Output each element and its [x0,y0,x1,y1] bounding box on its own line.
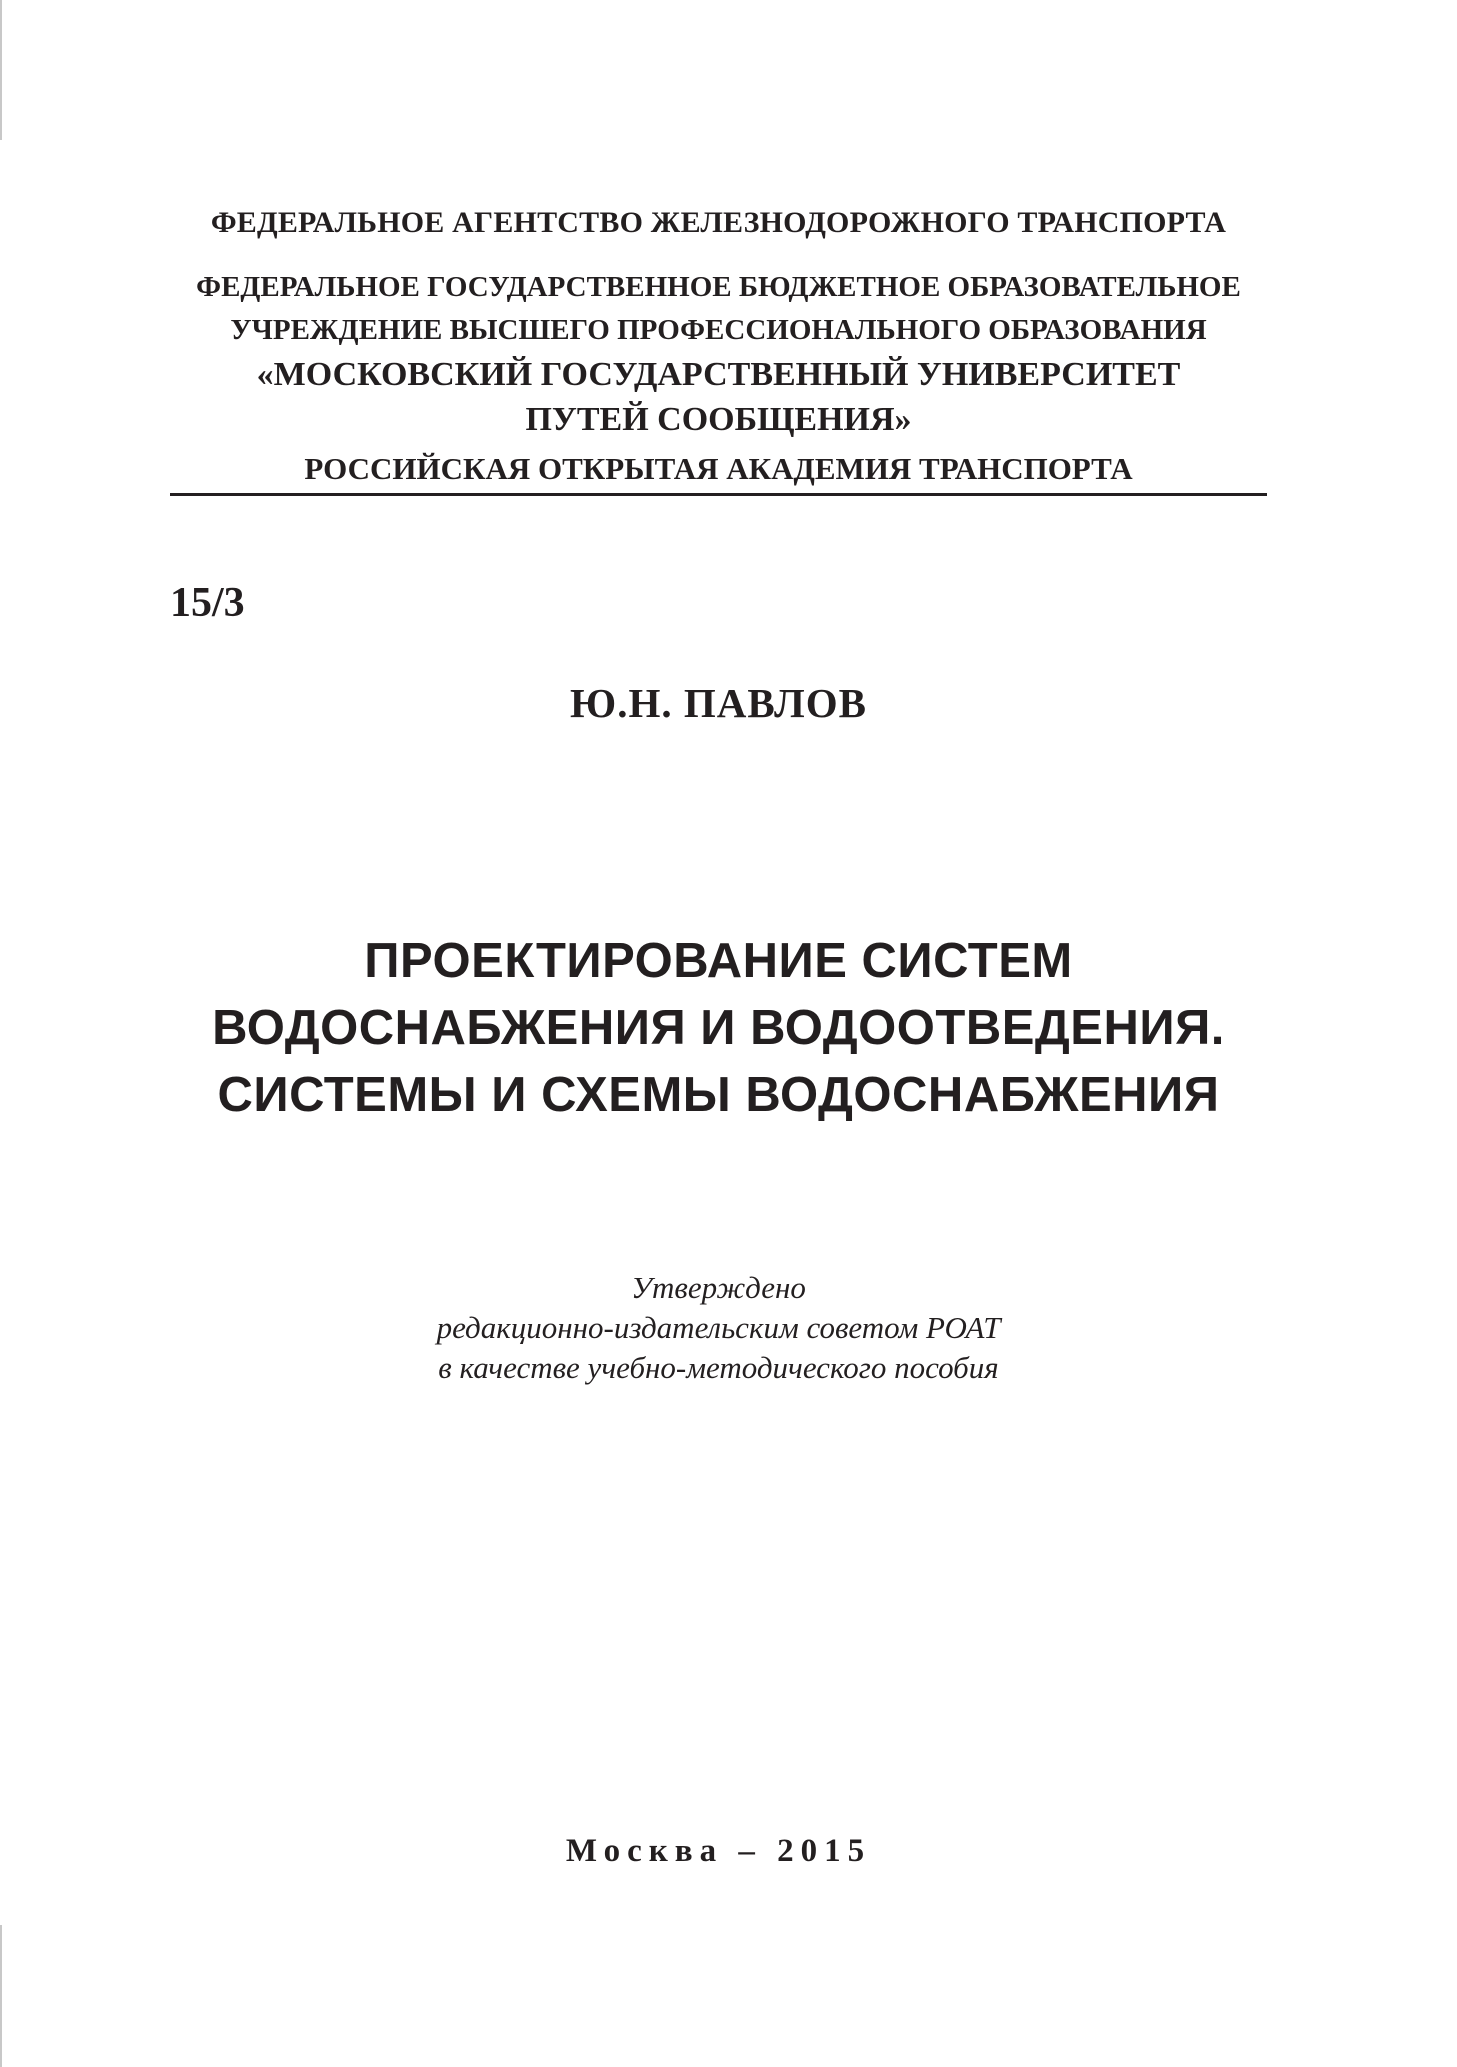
publisher-header [170,200,1267,492]
university-line-1: «МОСКОВСКИЙ ГОСУДАРСТВЕННЫЙ УНИВЕРСИТЕТ [256,356,1181,393]
institution-line-2: УЧРЕЖДЕНИЕ ВЫСШЕГО ПРОФЕССИОНАЛЬНОГО ОБРАЗОВАНИЯ [230,314,1207,346]
publication-code: 15/3 [170,580,245,626]
academy-name: РОССИЙСКАЯ ОТКРЫТАЯ АКАДЕМИЯ ТРАНСПОРТА [304,451,1133,486]
institution-line-1: ФЕДЕРАЛЬНОЕ ГОСУДАРСТВЕННОЕ БЮДЖЕТНОЕ ОБРАЗОВАТЕЛЬНОЕ [196,271,1241,303]
scan-edge-mark-top [0,0,2,140]
title-line-3: СИСТЕМЫ И СХЕМЫ ВОДОСНАБЖЕНИЯ [217,1068,1220,1122]
scan-edge-mark-bottom [0,1925,2,2067]
agency-name: ФЕДЕРАЛЬНОЕ АГЕНТСТВО ЖЕЛЕЗНОДОРОЖНОГО ТРАНСПОРТА [210,206,1227,239]
title-line-2: ВОДОСНАБЖЕНИЯ И ВОДООТВЕДЕНИЯ. [212,1001,1225,1055]
header-divider [170,493,1267,496]
author-name: Ю.Н. ПАВЛОВ [570,680,867,726]
approval-line-1: Утверждено [631,1270,806,1305]
book-title [130,928,1307,1129]
approval-line-3: в качестве учебно-методического пособия [438,1350,999,1385]
title-line-1: ПРОЕКТИРОВАНИЕ СИСТЕМ [364,934,1073,988]
university-line-2: ПУТЕЙ СООБЩЕНИЯ» [525,401,912,438]
approval-note [330,1268,1107,1388]
imprint-city-year: Москва – 2015 [565,1833,872,1869]
approval-line-2: редакционно-издательским советом РОАТ [436,1310,1001,1345]
